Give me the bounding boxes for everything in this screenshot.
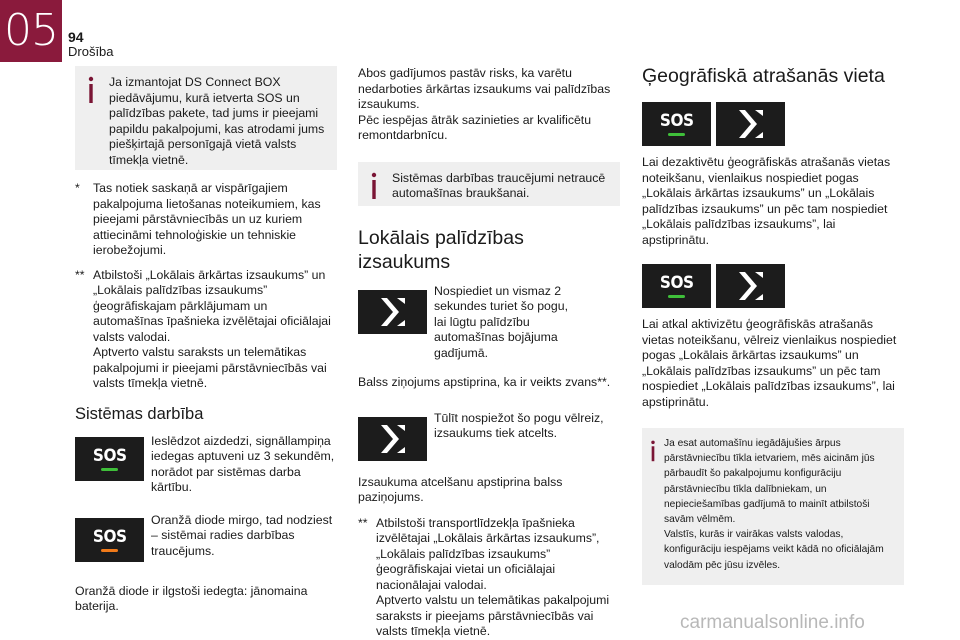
orange-led-icon: [101, 549, 118, 552]
cancel-description: Tūlīt nospiežot šo pogu vēlreiz, izsaukums tiek atcelts.: [434, 410, 604, 440]
button-pair-2: [642, 264, 904, 308]
info-box-ds-connect: [75, 66, 337, 170]
sos-orange-description: Oranžā diode mirgo, tad nodziest – sistēmai radies darbības traucējums.: [151, 512, 333, 558]
green-led-icon: [668, 133, 685, 136]
info-box-configuration: [642, 428, 904, 585]
risk-paragraph: [358, 66, 620, 144]
info-icon: [369, 172, 379, 200]
contact-workshop-text: Pēc iespējas ātrāk sazinieties ar kvalificētu remontdarbnīcu.: [358, 112, 592, 142]
risk-text: Abos gadījumos pastāv risks, ka varētu nedarboties ārkārtas izsaukums vai palīdzības izsaukums.: [358, 66, 611, 111]
sos-label: SOS: [659, 111, 694, 131]
footnote-text: Tas notiek saskaņā ar vispārīgajiem pakalpojuma lietošanas noteikumiem, kas pieejami pārstāvniecībās un uz kuriem attiecināmi tehnoloģiskie un tehniskie ierobežojumi.: [93, 181, 321, 257]
green-led-icon: [101, 468, 118, 471]
ds-assistance-icon: [731, 107, 771, 141]
green-led-icon: [668, 295, 685, 298]
watermark: carmanualsonline.info: [680, 612, 865, 633]
section-name: Drošība: [68, 44, 114, 59]
assistance-button-icon: [358, 417, 427, 461]
page-number: 94: [68, 29, 84, 45]
info-text: Ja izmantojat DS Connect BOX piedāvājumu, kurā ietverta SOS un palīdzības pakete, tad jums ir pieejami papildu pakalpojumi, kas atrodami jums piešķirtajā personīgajā vietā valsts tīmekļa vietnē.: [109, 75, 325, 167]
assistance-button-icon: [716, 102, 785, 146]
footnote-mark: **: [358, 515, 368, 530]
sos-button-icon: [75, 518, 144, 562]
sos-button-icon: [75, 437, 144, 481]
info-text: Ja esat automašīnu iegādājušies ārpus pārstāvniecību tīkla ietvariem, mēs aicinām jūs pārbaudīt šo pakalpojumu konfigurāciju pārstāvniecību tīkla dalībniekam, un nepieciešamības gadījumā to mainīt atbilstoši savām vēlmēm.: [664, 438, 875, 526]
battery-paragraph: Oranžā diode ir ilgstoši iedegta: jānomaina baterija.: [75, 583, 308, 613]
cancel-confirm-paragraph: Izsaukuma atcelšanu apstiprina balss paziņojums.: [358, 474, 563, 504]
assistance-press-description: Nospiediet un vismaz 2 sekundes turiet šo pogu, lai lūgtu palīdzību automašīnas bojājuma gadījumā.: [434, 283, 568, 360]
deactivate-paragraph: Lai dezaktivētu ģeogrāfiskās atrašanās vietas noteikšanu, vienlaikus nospiediet pogas „Lokālais ārkārtas izsaukums” un „Lokālais palīdzības izsaukums” un pēc tam nospiediet „Lokālais palīdzības izsaukums”, lai apstiprinātu.: [642, 155, 891, 247]
footnote-2: [75, 268, 337, 392]
assistance-button-icon: [716, 264, 785, 308]
sos-indicator-row-orange: [75, 512, 337, 562]
info-text: Sistēmas darbības traucējumi netraucē automašīnas braukšanai.: [392, 170, 606, 200]
footnote-mark: **: [75, 267, 85, 282]
sos-label: SOS: [92, 526, 127, 547]
sos-button-icon: [642, 102, 711, 146]
column-2: [358, 66, 620, 640]
ds-assistance-icon: [373, 422, 413, 456]
sos-label: SOS: [92, 445, 127, 466]
sos-label: SOS: [659, 273, 694, 293]
info-icon: [86, 76, 96, 104]
footnote-mark: *: [75, 181, 80, 195]
footnote-3: [358, 516, 620, 640]
column-1: [75, 66, 337, 615]
info-icon: [649, 440, 657, 462]
chapter-tab: 05: [0, 0, 62, 62]
assistance-button-row: [358, 283, 620, 362]
sos-green-description: Ieslēdzot aizdedzi, signāllampiņa iedegas aptuveni uz 3 sekundēm, norādot par sistēmas darba kārtību.: [151, 433, 335, 494]
cancel-button-row: [358, 410, 620, 461]
sos-indicator-row-green: [75, 433, 337, 496]
section-heading-system-operation: Sistēmas darbība: [75, 404, 204, 423]
section-heading-local-assistance: Lokālais palīdzības izsaukums: [358, 226, 524, 273]
footnote-text: Atbilstoši transportlīdzekļa īpašnieka izvēlētajai „Lokālais ārkārtas izsaukums”, „Lokālais palīdzības izsaukums” ģeogrāfiskajai vietai un oficiālajai nacionālajai valodai.: [376, 515, 600, 592]
button-pair-1: [642, 102, 904, 146]
ds-assistance-icon: [731, 269, 771, 303]
ds-assistance-icon: [373, 295, 413, 329]
info-box-malfunction: [358, 162, 620, 206]
footnote-text-2: Aptverto valstu un telemātikas pakalpojumi saraksts ir pieejams pārstāvniecībās vai valsts tīmekļa vietnē.: [376, 593, 610, 638]
reactivate-paragraph: Lai atkal aktivizētu ģeogrāfiskās atrašanās vietas noteikšanu, vēlreiz vienlaikus nospiediet pogas „Lokālais ārkārtas izsaukums” un „Lokālais palīdzības izsaukums” un pēc tam nospiediet „Lokālais palīdzības izsaukums”, lai apstiprinātu.: [642, 317, 897, 409]
column-3: [642, 64, 904, 585]
footnote-1: [75, 181, 337, 259]
assistance-button-icon: [358, 290, 427, 334]
footnote-text: Atbilstoši „Lokālais ārkārtas izsaukums” un „Lokālais palīdzības izsaukums” ģeogrāfiskajam pārklājumam un automašīnas īpašnieka izvēlētajai oficiālajai valsts valodai.: [93, 267, 331, 344]
section-heading-geolocation: Ģeogrāfiskā atrašanās vieta: [642, 65, 885, 87]
footnote-text-2: Aptverto valstu saraksts un telemātikas pakalpojumi ir pieejami pārstāvniecībās vai valsts tīmekļa vietnē.: [93, 345, 327, 390]
sos-button-icon: [642, 264, 711, 308]
info-text-2: Valstīs, kurās ir vairākas valsts valodas, konfigurāciju iespējams veikt kādā no oficiālajām valodām pēc jūsu izvēles.: [664, 529, 884, 571]
voice-confirm-paragraph: Balss ziņojums apstiprina, ka ir veikts zvans**.: [358, 375, 611, 389]
